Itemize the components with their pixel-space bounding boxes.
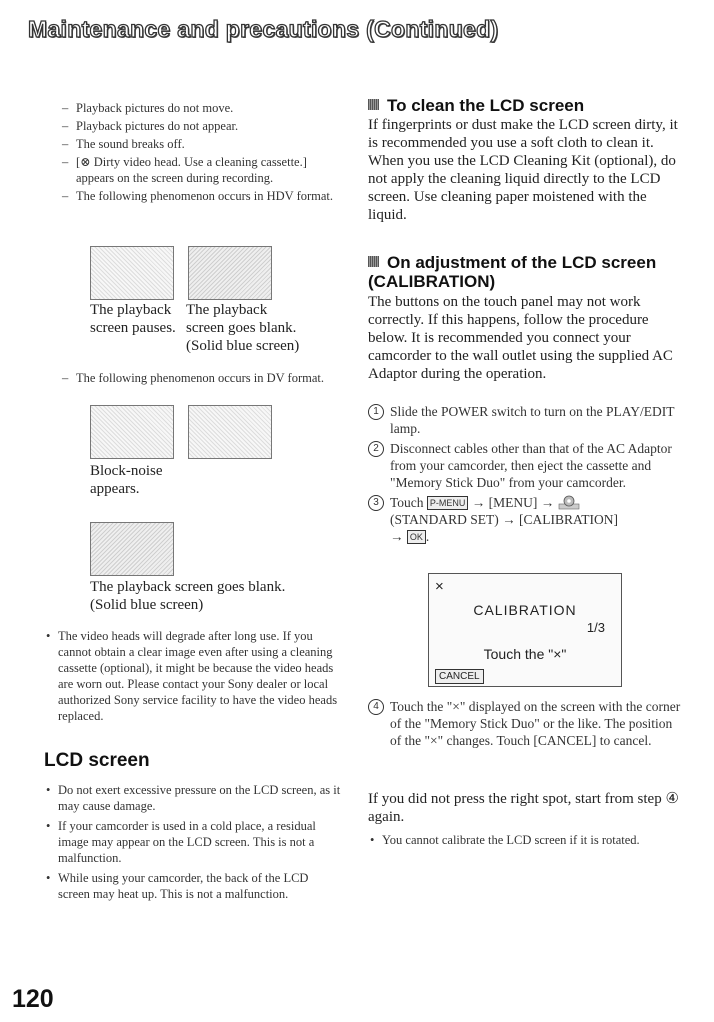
symptom-list xyxy=(62,100,342,206)
block-noise-image-1 xyxy=(90,405,174,459)
step-1: 1 Slide the POWER switch to turn on the PLAY/EDIT lamp. xyxy=(368,403,686,437)
list-item: – The following phenomenon occurs in HDV format. xyxy=(62,188,342,204)
step-2: 2 Disconnect cables other than that of the AC Adaptor from your camcorder, then eject the cassette and "Memory Stick Duo" from your camcorder. xyxy=(368,440,686,491)
retry-text: If you did not press the right spot, start from step ④ again. xyxy=(368,791,679,825)
ok-button: OK xyxy=(407,530,426,544)
calibration-title: CALIBRATION xyxy=(473,602,577,618)
step-number: 1 xyxy=(368,404,384,420)
calibration-steps xyxy=(368,403,686,548)
caption-blank: The playback screen goes blank. (Solid blue screen) xyxy=(186,302,300,354)
clean-text: If fingerprints or dust make the LCD screen dirty, it is recommended you use a soft cloth to clean it. When you use the LCD Cleaning Kit (optional), do not apply the cleaning liquid directly to the LCD screen. Use cleaning paper moistened with the liquid. xyxy=(368,117,678,223)
cancel-button: CANCEL xyxy=(435,669,484,684)
page-title: Maintenance and precautions (Continued) xyxy=(28,16,499,42)
video-head-note: • The video heads will degrade after long use. If you cannot obtain a clear image even after using a cleaning cassette (optional), it might be because the video heads are worn out. Please contact your Sony dealer or local authorized Sony service facility to have the video heads replaced. xyxy=(44,628,342,724)
list-item: – Playback pictures do not move. xyxy=(62,100,342,116)
page-number: 120 xyxy=(12,985,54,1013)
caption-block-noise: Block-noise appears. xyxy=(90,463,163,497)
caption-blank-dv: The playback screen goes blank. (Solid blue screen) xyxy=(90,579,286,613)
step-3: 3 Touch P-MENU → [MENU] → (STANDARD SET) → [CALIBRATION] → OK . xyxy=(368,494,686,545)
step-number: 3 xyxy=(368,495,384,511)
block-noise-image-2 xyxy=(188,405,272,459)
calibration-instruction: Touch the "×" xyxy=(483,646,567,662)
list-item: • While using your camcorder, the back of the LCD screen may heat up. This is not a malfunction. xyxy=(44,870,342,902)
calibration-page: 1/3 xyxy=(586,620,605,635)
lcd-section-heading: LCD screen xyxy=(44,750,150,771)
section-marker-icon xyxy=(368,99,379,110)
list-item: – The following phenomenon occurs in DV format. xyxy=(62,370,342,386)
blank-screen-image xyxy=(188,246,272,300)
rotation-note: • You cannot calibrate the LCD screen if it is rotated. xyxy=(368,832,686,848)
adjust-text: The buttons on the touch panel may not work correctly. If this happens, follow the procedure below. It is recommended you connect your camcorder to the wall outlet using the supplied AC Adaptor during the operation. xyxy=(368,294,673,382)
standard-set-icon xyxy=(558,494,580,510)
caption-paused: The playback screen pauses. xyxy=(90,302,176,336)
list-item: • Do not exert excessive pressure on the LCD screen, as it may cause damage. xyxy=(44,782,342,814)
adjust-heading: On adjustment of the LCD screen (CALIBRATION) xyxy=(368,253,657,291)
calibration-target-icon: × xyxy=(435,578,444,595)
clean-heading: To clean the LCD screen xyxy=(368,96,584,115)
list-item: – [⊗ Dirty video head. Use a cleaning cassette.] appears on the screen during recording. xyxy=(62,154,342,186)
paused-screen-image xyxy=(90,246,174,300)
calibration-screen xyxy=(428,573,622,687)
step-number: 2 xyxy=(368,441,384,457)
list-item: – The sound breaks off. xyxy=(62,136,342,152)
list-item: • If your camcorder is used in a cold place, a residual image may appear on the LCD screen. This is not a malfunction. xyxy=(44,818,342,866)
section-marker-icon xyxy=(368,256,379,267)
blank-screen-image-dv xyxy=(90,522,174,576)
p-menu-button: P-MENU xyxy=(427,496,469,510)
lcd-bullet-list xyxy=(44,782,342,906)
list-item: – Playback pictures do not appear. xyxy=(62,118,342,134)
step-number: 4 xyxy=(368,699,384,715)
step-4: 4 Touch the "×" displayed on the screen with the corner of the "Memory Stick Duo" or the like. The position of the "×" changes. Touch [CANCEL] to cancel. xyxy=(368,698,686,749)
